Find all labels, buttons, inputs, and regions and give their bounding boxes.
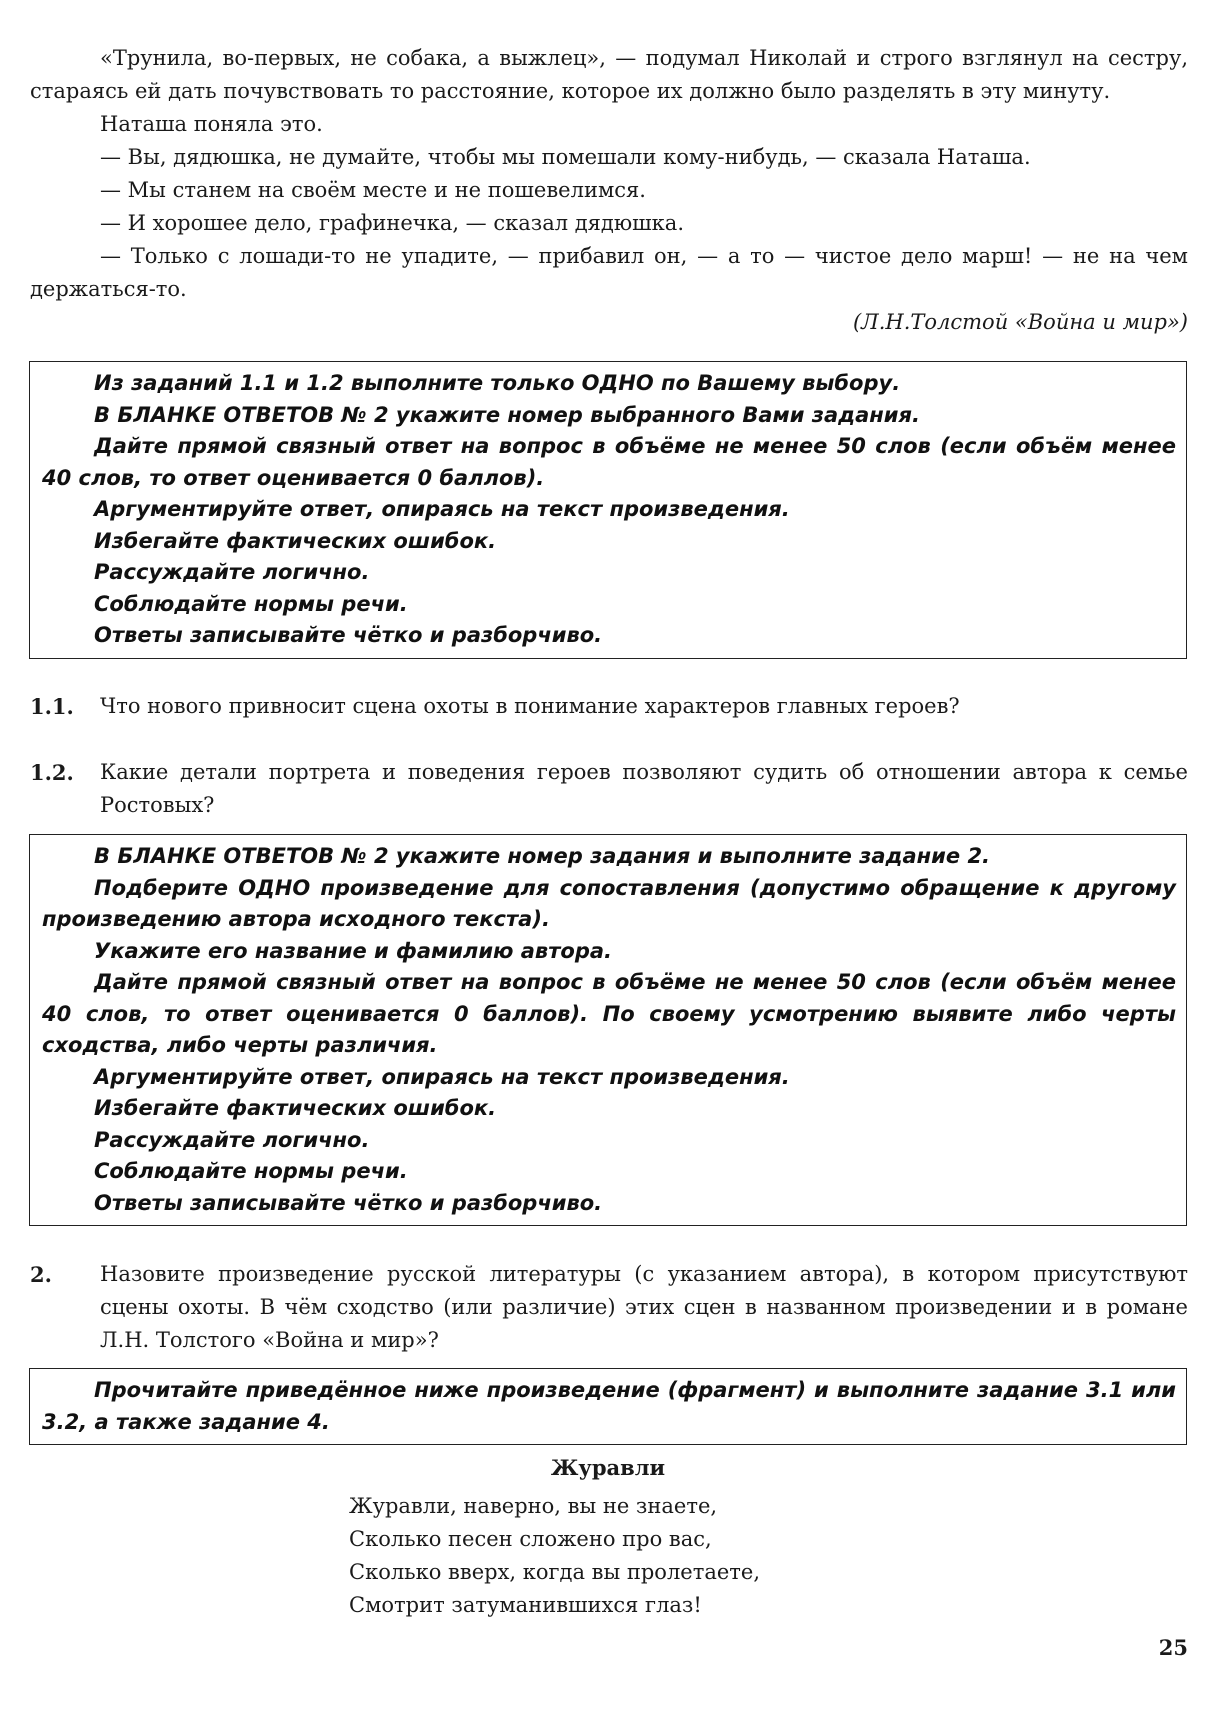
passage-source: (Л.Н.Толстой «Война и мир») [852,310,1188,334]
passage-paragraph: — Только с лошади-то не упадите, — прибавил он, — а то — чистое дело марш! — не на чем держаться-то. [30,244,1188,301]
instruction-line: В БЛАНКЕ ОТВЕТОВ № 2 укажите номер задания и выполните задание 2. [94,844,991,868]
instruction-line: Из заданий 1.1 и 1.2 выполните только ОДНО по Вашему выбору. [94,371,901,395]
instruction-line: Укажите его название и фамилию автора. [94,938,612,963]
literary-passage [30,42,1188,339]
poem-line: Сколько песен сложено про вас, [349,1527,712,1551]
task-2 [30,1258,1188,1357]
instruction-line: Аргументируйте ответ, опираясь на текст произведения. [94,497,790,521]
task-1-1 [30,690,1188,723]
poem-line: Сколько вверх, когда вы пролетаете, [349,1560,761,1584]
poem-line: Смотрит затуманившихся глаз! [349,1593,702,1617]
instruction-line: Дайте прямой связный ответ на вопрос в объёме не менее 50 слов (если объём менее 40 слов, то ответ оценивается 0 баллов). По своему усмотрению выявите либо черты сходства, либо черты различия. [42,970,1176,1057]
passage-paragraph: — И хорошее дело, графинечка, — сказал дядюшка. [100,211,684,235]
page-number: 25 [1158,1635,1188,1660]
instruction-line: Прочитайте приведённое ниже произведение (фрагмент) и выполните задание 3.1 или 3.2, а также задание 4. [42,1378,1176,1434]
instruction-line: Избегайте фактических ошибок. [94,528,497,553]
task-text: Что нового привносит сцена охоты в понимание характеров главных героев? [100,694,960,718]
task-text: Назовите произведение русской литературы (с указанием автора), в котором присутствуют сцены охоты. В чём сходство (или различие) этих сцен в названном произведении и в романе Л.Н. Толстого «Война и мир»? [100,1262,1188,1352]
instructions-box-1 [29,361,1187,659]
poem-text [349,1490,760,1622]
task-text: Какие детали портрета и поведения героев позволяют судить об отношении автора к семье Ростовых? [100,760,1188,817]
poem-line: Журавли, наверно, вы не знаете, [349,1494,718,1518]
instruction-line: Подберите ОДНО произведение для сопоставления (допустимо обращение к другому произведению автора исходного текста). [42,875,1176,931]
instructions-box-2 [29,834,1187,1226]
instruction-line: Дайте прямой связный ответ на вопрос в объёме не менее 50 слов (если объём менее 40 слов, то ответ оценивается 0 баллов). [42,434,1176,490]
passage-paragraph: — Вы, дядюшка, не думайте, чтобы мы помешали кому-нибудь, — сказала Наташа. [100,145,1031,169]
instruction-line: Избегайте фактических ошибок. [94,1096,497,1120]
poem-title: Журавли [550,1455,666,1480]
passage-paragraph: Наташа поняла это. [100,112,323,136]
task-number: 1.2. [30,760,74,785]
instruction-line: Ответы записывайте чётко и разборчиво. [94,1190,603,1215]
passage-paragraph: — Мы станем на своём месте и не пошевелимся. [100,178,646,202]
instruction-line: Ответы записывайте чётко и разборчиво. [94,623,603,647]
instruction-line: Рассуждайте логично. [94,560,370,584]
task-number: 2. [30,1262,52,1287]
instruction-line: Соблюдайте нормы речи. [94,1159,408,1183]
passage-paragraph: «Трунила, во-первых, не собака, а выжлец», — подумал Николай и строго взглянул на сестру, стараясь ей дать почувствовать то расстояние, которое их должно было разделять в эту минуту. [30,46,1188,103]
instruction-line: Соблюдайте нормы речи. [94,591,408,616]
task-1-2 [30,756,1188,822]
instruction-line: В БЛАНКЕ ОТВЕТОВ № 2 укажите номер выбранного Вами задания. [94,402,920,427]
instruction-line: Рассуждайте логично. [94,1127,370,1152]
task-number: 1.1. [30,694,74,719]
instructions-box-3 [29,1368,1187,1445]
instruction-line: Аргументируйте ответ, опираясь на текст произведения. [94,1064,790,1089]
